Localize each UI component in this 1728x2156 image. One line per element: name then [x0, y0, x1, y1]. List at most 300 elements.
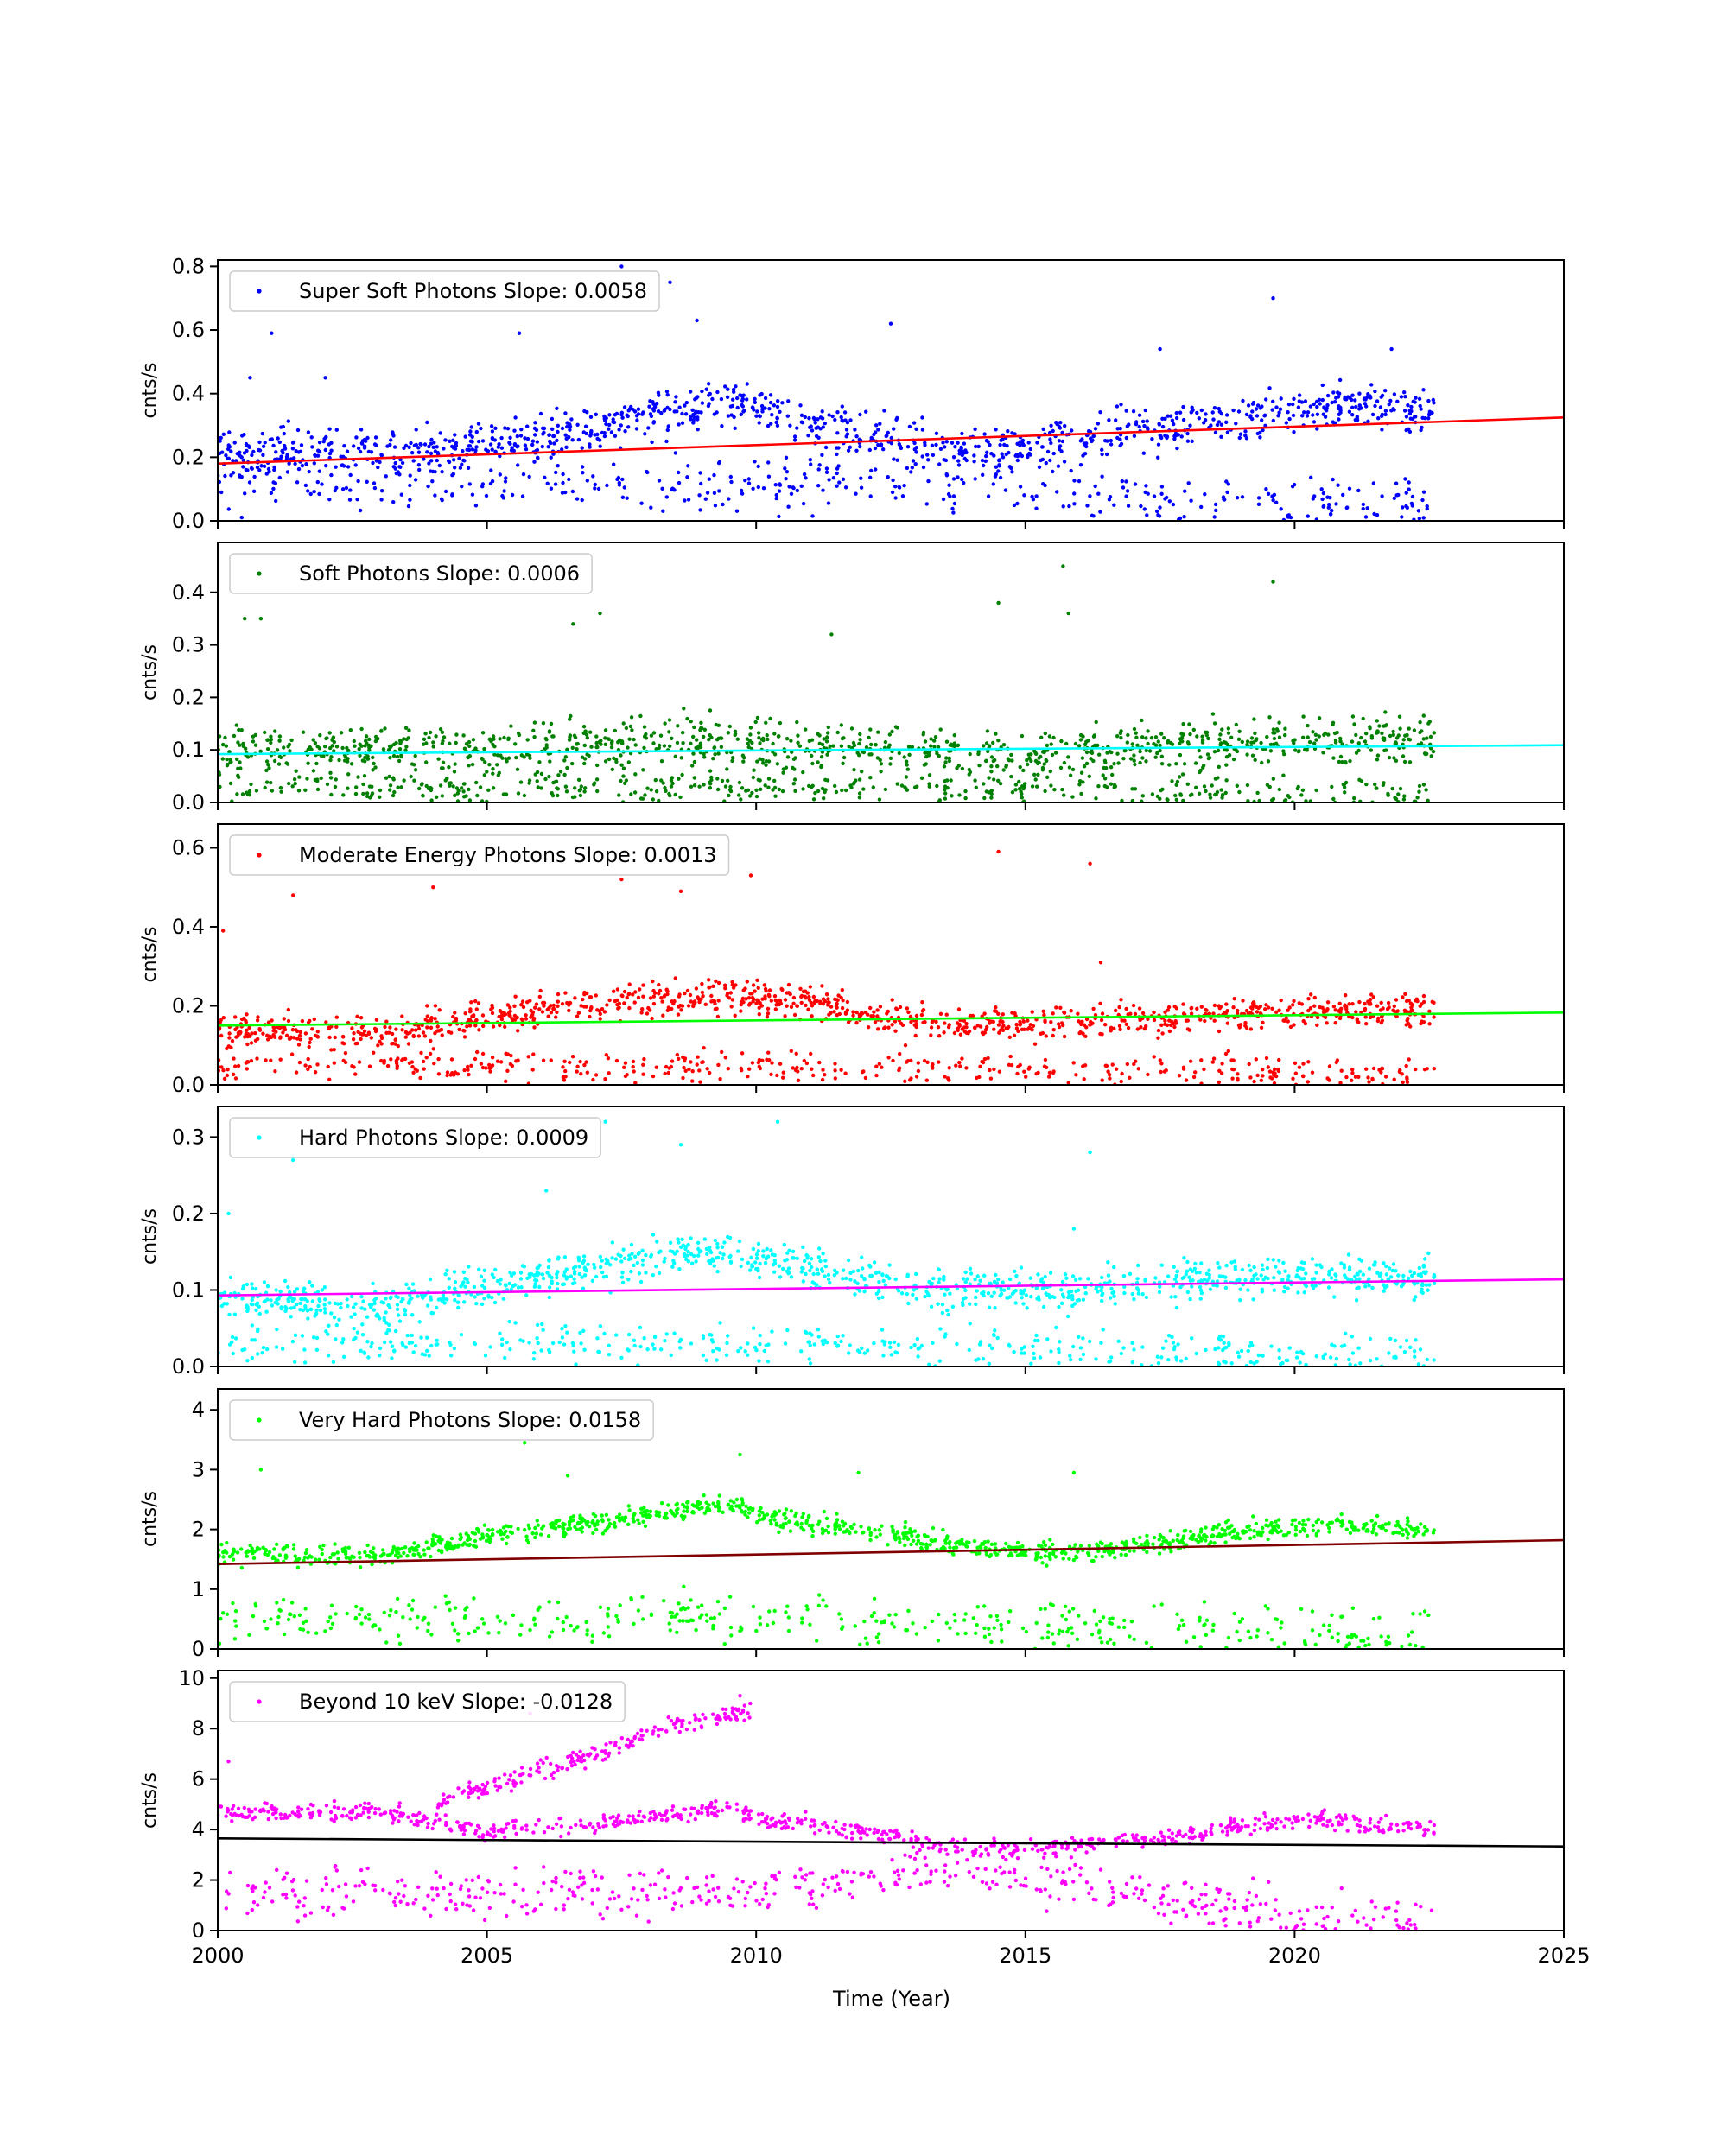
legend: [230, 554, 592, 593]
data-point: [460, 485, 463, 488]
data-point: [610, 741, 613, 745]
data-point: [341, 455, 345, 459]
data-point: [776, 762, 779, 765]
data-point: [582, 1005, 586, 1008]
data-point: [778, 484, 782, 487]
data-point: [874, 1020, 877, 1024]
data-point: [1159, 436, 1163, 440]
data-point: [1045, 744, 1049, 747]
data-point: [1338, 1008, 1342, 1011]
data-point: [623, 990, 626, 993]
data-point: [380, 1037, 384, 1040]
data-point: [429, 731, 432, 734]
data-point: [747, 477, 751, 480]
data-point: [778, 721, 782, 725]
data-point: [441, 739, 444, 743]
data-point: [643, 793, 646, 796]
data-point: [824, 446, 828, 449]
data-point: [246, 1035, 250, 1038]
data-point: [435, 445, 439, 448]
data-point: [394, 461, 397, 465]
data-point: [743, 479, 746, 482]
data-point: [1391, 730, 1394, 733]
data-point: [1291, 1003, 1294, 1006]
data-point: [1261, 1074, 1264, 1077]
data-point: [956, 475, 959, 479]
data-point: [376, 466, 379, 469]
data-point: [1354, 1010, 1357, 1013]
data-point: [1312, 494, 1316, 498]
data-point: [1291, 1077, 1294, 1081]
outlier-point: [829, 632, 833, 636]
data-point: [695, 396, 698, 400]
data-point: [269, 741, 272, 745]
data-point: [278, 1290, 282, 1293]
data-point: [980, 1060, 983, 1063]
data-point: [1287, 403, 1291, 406]
data-point: [1168, 499, 1172, 503]
data-point: [1270, 1007, 1274, 1011]
data-point: [1133, 763, 1136, 766]
data-point: [1371, 413, 1375, 416]
data-point: [254, 1309, 257, 1312]
data-point: [847, 449, 850, 453]
data-point: [1168, 1030, 1172, 1033]
data-point: [1341, 493, 1344, 497]
data-point: [591, 1279, 594, 1283]
data-point: [1213, 793, 1217, 796]
data-point: [1237, 790, 1241, 794]
data-point: [639, 796, 643, 800]
data-point: [407, 504, 410, 508]
data-point: [1236, 1072, 1239, 1075]
data-point: [1158, 744, 1161, 747]
data-point: [411, 1282, 415, 1285]
data-point: [1036, 762, 1039, 765]
data-point: [1109, 783, 1113, 786]
data-point: [772, 779, 776, 783]
data-point: [509, 725, 512, 728]
data-point: [717, 489, 721, 492]
data-point: [1019, 1022, 1022, 1025]
data-point: [495, 763, 499, 766]
data-point: [1114, 784, 1117, 788]
data-point: [1100, 453, 1103, 456]
data-point: [833, 784, 836, 788]
data-point: [1245, 413, 1248, 416]
data-point: [375, 459, 378, 462]
data-point: [1375, 729, 1379, 732]
data-point: [505, 1069, 509, 1073]
data-point: [308, 1045, 311, 1049]
data-point: [326, 783, 329, 786]
data-point: [823, 422, 827, 425]
data-point: [716, 1015, 720, 1018]
data-point: [1138, 761, 1141, 764]
data-point: [677, 1240, 680, 1244]
data-point: [1077, 744, 1081, 747]
data-point: [1095, 720, 1098, 724]
data-point: [583, 744, 587, 747]
data-point: [880, 442, 883, 446]
data-point: [346, 450, 349, 453]
data-point: [663, 786, 666, 789]
data-point: [1203, 784, 1206, 788]
data-point: [750, 791, 753, 795]
data-point: [776, 424, 779, 428]
data-point: [959, 446, 962, 449]
data-point: [1273, 737, 1276, 740]
data-point: [562, 758, 566, 762]
data-point: [480, 757, 484, 760]
data-point: [1390, 787, 1394, 790]
data-point: [988, 443, 991, 447]
data-point: [289, 739, 293, 742]
data-point: [1344, 760, 1347, 764]
data-point: [1081, 1064, 1084, 1068]
data-point: [1157, 1029, 1160, 1032]
data-point: [463, 1035, 467, 1038]
data-point: [1238, 436, 1242, 440]
data-point: [633, 1000, 637, 1004]
data-point: [985, 789, 988, 793]
data-point: [407, 446, 410, 449]
data-point: [778, 1275, 782, 1278]
data-point: [1322, 505, 1325, 509]
y-tick-label: 0.2: [171, 993, 205, 1018]
data-point: [903, 1080, 906, 1083]
data-point: [865, 745, 868, 749]
data-point: [884, 740, 887, 744]
data-point: [717, 724, 721, 727]
data-point: [912, 459, 915, 462]
data-point: [1163, 1019, 1166, 1023]
data-point: [588, 1009, 592, 1012]
data-point: [1266, 783, 1269, 787]
data-point: [1105, 453, 1109, 456]
data-point: [346, 749, 350, 752]
data-point: [1345, 506, 1349, 510]
data-point: [1394, 998, 1398, 1001]
data-point: [536, 770, 539, 774]
data-point: [989, 796, 993, 799]
data-point: [238, 744, 241, 747]
data-point: [769, 401, 772, 404]
data-point: [1379, 1070, 1382, 1074]
data-point: [690, 1079, 694, 1082]
data-point: [467, 1265, 470, 1268]
data-point: [1432, 750, 1435, 753]
data-point: [1042, 1010, 1045, 1013]
data-point: [279, 790, 283, 794]
data-point: [490, 424, 493, 428]
data-point: [1118, 1028, 1121, 1031]
data-point: [452, 447, 455, 450]
data-point: [707, 986, 710, 989]
data-point: [582, 725, 586, 728]
data-point: [1357, 1000, 1361, 1004]
data-point: [583, 786, 587, 789]
data-point: [931, 1065, 934, 1068]
outlier-point: [679, 890, 683, 893]
data-point: [423, 732, 427, 735]
data-point: [1051, 1071, 1055, 1075]
data-point: [329, 793, 333, 796]
data-point: [279, 1058, 283, 1062]
data-point: [632, 1060, 635, 1063]
data-point: [1067, 504, 1070, 508]
data-point: [642, 746, 645, 750]
data-point: [383, 1025, 386, 1029]
data-point: [615, 1003, 619, 1006]
data-point: [1077, 783, 1081, 786]
data-point: [1022, 1028, 1026, 1031]
data-point: [346, 787, 349, 790]
data-point: [681, 731, 684, 734]
data-point: [605, 484, 608, 487]
data-point: [747, 481, 751, 485]
data-point: [915, 1014, 918, 1018]
data-point: [891, 491, 894, 494]
data-point: [784, 998, 787, 1001]
data-point: [228, 760, 232, 764]
data-point: [1175, 798, 1178, 802]
data-point: [1388, 756, 1391, 759]
data-point: [575, 1065, 579, 1068]
data-point: [334, 777, 338, 781]
data-point: [561, 427, 564, 430]
data-point: [1293, 1062, 1297, 1065]
data-point: [756, 716, 759, 720]
data-point: [660, 759, 664, 763]
data-point: [1402, 390, 1406, 394]
data-point: [1281, 1261, 1285, 1265]
data-point: [901, 494, 905, 498]
data-point: [758, 741, 761, 745]
data-point: [711, 985, 715, 988]
data-point: [1315, 427, 1318, 430]
data-point: [1364, 1068, 1368, 1071]
data-point: [1072, 502, 1076, 505]
data-point: [1247, 403, 1250, 407]
data-point: [1291, 739, 1294, 743]
data-point: [803, 472, 806, 476]
y-tick-label: 0.1: [171, 738, 205, 763]
data-point: [561, 1065, 564, 1068]
data-point: [812, 416, 816, 420]
data-point: [974, 477, 977, 480]
data-point: [1182, 515, 1185, 518]
data-point: [786, 755, 790, 758]
data-point: [563, 491, 567, 494]
data-point: [1195, 734, 1198, 738]
data-point: [1250, 409, 1254, 413]
data-point: [439, 431, 442, 434]
data-point: [681, 1076, 684, 1080]
data-point: [547, 445, 550, 448]
data-point: [633, 772, 637, 776]
data-point: [943, 788, 946, 791]
data-point: [448, 1277, 451, 1280]
data-point: [1271, 408, 1274, 411]
data-point: [329, 776, 333, 779]
data-point: [395, 1067, 398, 1070]
data-point: [399, 754, 403, 758]
data-point: [987, 494, 990, 498]
data-point: [269, 735, 272, 739]
data-point: [1045, 461, 1048, 465]
data-point: [1321, 751, 1325, 754]
data-point: [1071, 768, 1075, 771]
data-point: [400, 493, 403, 497]
outlier-point: [248, 376, 251, 379]
data-point: [718, 460, 721, 464]
data-point: [1423, 1257, 1426, 1260]
data-point: [1383, 413, 1387, 416]
data-point: [973, 428, 976, 431]
data-point: [584, 432, 588, 435]
data-point: [240, 516, 244, 519]
data-point: [292, 1305, 295, 1309]
data-point: [1356, 1018, 1359, 1021]
data-point: [302, 731, 305, 734]
data-point: [1320, 498, 1324, 501]
data-point: [417, 468, 421, 472]
data-point: [1291, 403, 1294, 406]
data-point: [1395, 493, 1399, 497]
data-point: [589, 430, 593, 434]
data-point: [1052, 452, 1056, 455]
data-point: [1406, 1081, 1409, 1084]
data-point: [731, 756, 734, 759]
data-point: [1021, 769, 1025, 772]
data-point: [1043, 762, 1046, 765]
data-point: [1252, 1080, 1255, 1083]
data-point: [892, 427, 895, 430]
data-point: [934, 735, 937, 739]
data-point: [555, 439, 558, 442]
data-point: [1132, 1297, 1135, 1301]
data-point: [1001, 1024, 1005, 1027]
data-point: [292, 1036, 295, 1039]
data-point: [1140, 735, 1144, 739]
data-point: [442, 447, 445, 450]
data-point: [1311, 1071, 1314, 1075]
data-point: [1084, 1025, 1088, 1029]
data-point: [516, 463, 519, 466]
data-point: [638, 714, 642, 718]
data-point: [945, 473, 949, 477]
data-point: [547, 775, 550, 778]
data-point: [891, 1059, 894, 1062]
data-point: [355, 1015, 359, 1018]
data-point: [906, 445, 910, 448]
data-point: [727, 794, 730, 797]
data-point: [1071, 1274, 1075, 1278]
data-point: [425, 1056, 429, 1059]
data-point: [359, 1037, 362, 1041]
data-point: [232, 471, 235, 474]
data-point: [1225, 491, 1229, 494]
data-point: [1239, 433, 1242, 436]
data-point: [219, 491, 223, 494]
data-point: [1087, 429, 1090, 433]
data-point: [311, 1299, 314, 1303]
data-point: [943, 445, 946, 448]
data-point: [1178, 1074, 1181, 1077]
data-point: [346, 757, 349, 760]
data-point: [264, 786, 267, 789]
data-point: [432, 446, 435, 449]
data-point: [1035, 785, 1039, 789]
data-point: [1382, 739, 1386, 742]
data-point: [456, 1301, 460, 1304]
data-point: [226, 1074, 229, 1077]
data-point: [1432, 1001, 1435, 1005]
data-point: [716, 1063, 720, 1067]
data-point: [606, 737, 609, 740]
data-point: [1301, 714, 1305, 718]
data-point: [1064, 1272, 1067, 1276]
data-point: [1008, 1295, 1012, 1298]
data-point: [220, 451, 224, 454]
data-point: [1021, 787, 1025, 790]
data-point: [444, 1272, 448, 1276]
data-point: [663, 1260, 666, 1264]
data-point: [1261, 1021, 1264, 1024]
data-point: [996, 1012, 1000, 1016]
data-point: [309, 1037, 313, 1041]
data-point: [790, 492, 793, 496]
data-point: [236, 767, 239, 770]
data-point: [990, 792, 994, 796]
outlier-point: [571, 622, 575, 625]
data-point: [937, 1025, 940, 1029]
data-point: [1405, 491, 1408, 495]
data-point: [454, 741, 458, 745]
data-point: [1134, 482, 1137, 485]
data-point: [304, 1031, 308, 1035]
data-point: [992, 1028, 995, 1031]
data-point: [858, 777, 861, 781]
data-point: [1426, 416, 1430, 420]
data-point: [1362, 503, 1365, 506]
data-point: [821, 489, 824, 492]
data-point: [388, 756, 391, 759]
data-point: [1375, 758, 1379, 761]
data-point: [513, 1014, 517, 1018]
data-point: [1226, 1022, 1229, 1025]
data-point: [1199, 505, 1203, 509]
data-point: [544, 737, 548, 740]
data-point: [696, 428, 700, 431]
data-point: [1385, 1272, 1388, 1276]
data-point: [367, 748, 371, 751]
data-point: [1411, 1003, 1414, 1006]
data-point: [784, 477, 787, 480]
data-point: [532, 1025, 536, 1029]
data-point: [467, 466, 470, 470]
data-point: [331, 744, 334, 747]
data-point: [1109, 439, 1113, 442]
data-point: [475, 1050, 479, 1054]
data-point: [418, 1076, 422, 1080]
data-point: [398, 466, 402, 469]
data-point: [1163, 1011, 1166, 1014]
data-point: [1181, 405, 1185, 409]
data-point: [291, 447, 295, 450]
data-point: [896, 782, 899, 785]
